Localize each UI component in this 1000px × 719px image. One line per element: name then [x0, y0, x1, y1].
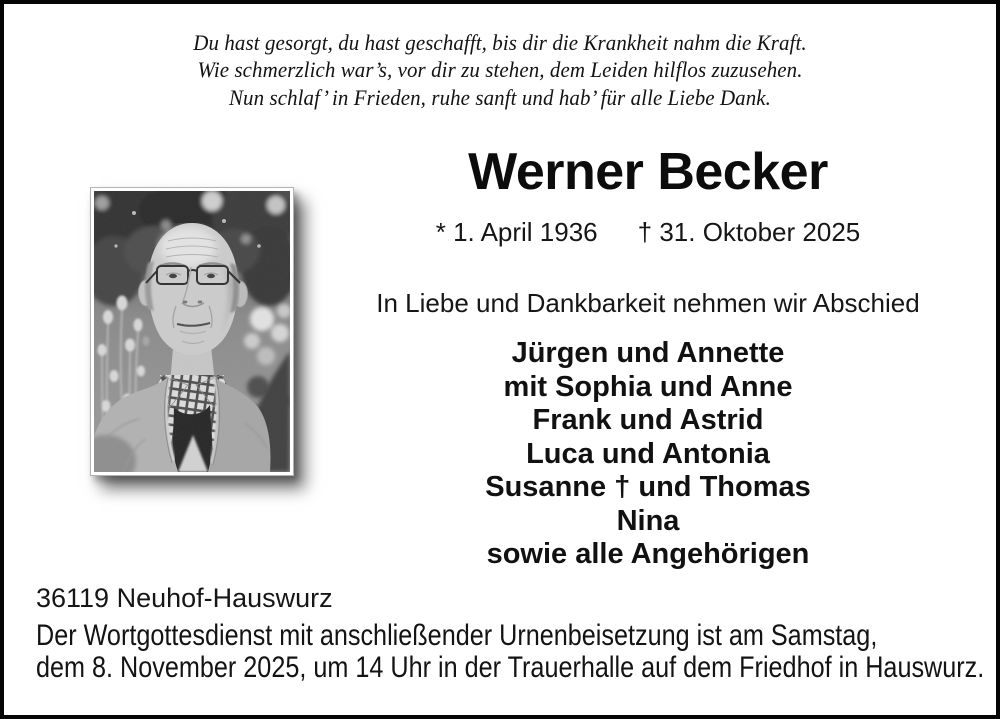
location-line: 36119 Neuhof-Hauswurz [36, 583, 333, 613]
farewell-line: In Liebe und Dankbarkeit nehmen wir Abschied [376, 288, 920, 318]
memorial-verse [35, 29, 965, 111]
mourner-line: Frank und Astrid [532, 404, 764, 436]
mourner-line: sowie alle Angehörigen [486, 538, 810, 570]
mourners-list [300, 337, 996, 572]
service-notice-line-2: dem 8. November 2025, um 14 Uhr in der Trauerhalle auf dem Friedhof in Hauswurz. [36, 650, 985, 684]
mourner-line: Nina [616, 504, 680, 537]
verse-line: Du hast gesorgt, du hast geschafft, bis dir die Krankheit nahm die Kraft. [193, 30, 807, 55]
portrait-illustration [94, 191, 290, 472]
deceased-name: Werner Becker [468, 143, 828, 201]
verse-line: Wie schmerzlich war’s, vor dir zu stehen, dem Leiden hilflos zuzusehen. [197, 57, 803, 83]
mourner-line: mit Sophia und Anne [503, 370, 793, 403]
birth-date: * 1. April 1936 [435, 217, 598, 247]
portrait-photo [90, 187, 294, 476]
death-date: † 31. Oktober 2025 [637, 217, 861, 247]
service-notice [36, 620, 984, 683]
mourner-line: Luca und Antonia [526, 437, 770, 470]
mourner-line: Jürgen und Annette [511, 337, 785, 369]
mourner-line: Susanne † und Thomas [485, 471, 811, 503]
life-dates [300, 217, 996, 247]
service-notice-line-1: Der Wortgottesdienst mit anschließender Urnenbeisetzung ist am Samstag, [36, 619, 878, 652]
verse-line: Nun schlaf’ in Frieden, ruhe sanft und hab’ für alle Liebe Dank. [228, 84, 771, 110]
